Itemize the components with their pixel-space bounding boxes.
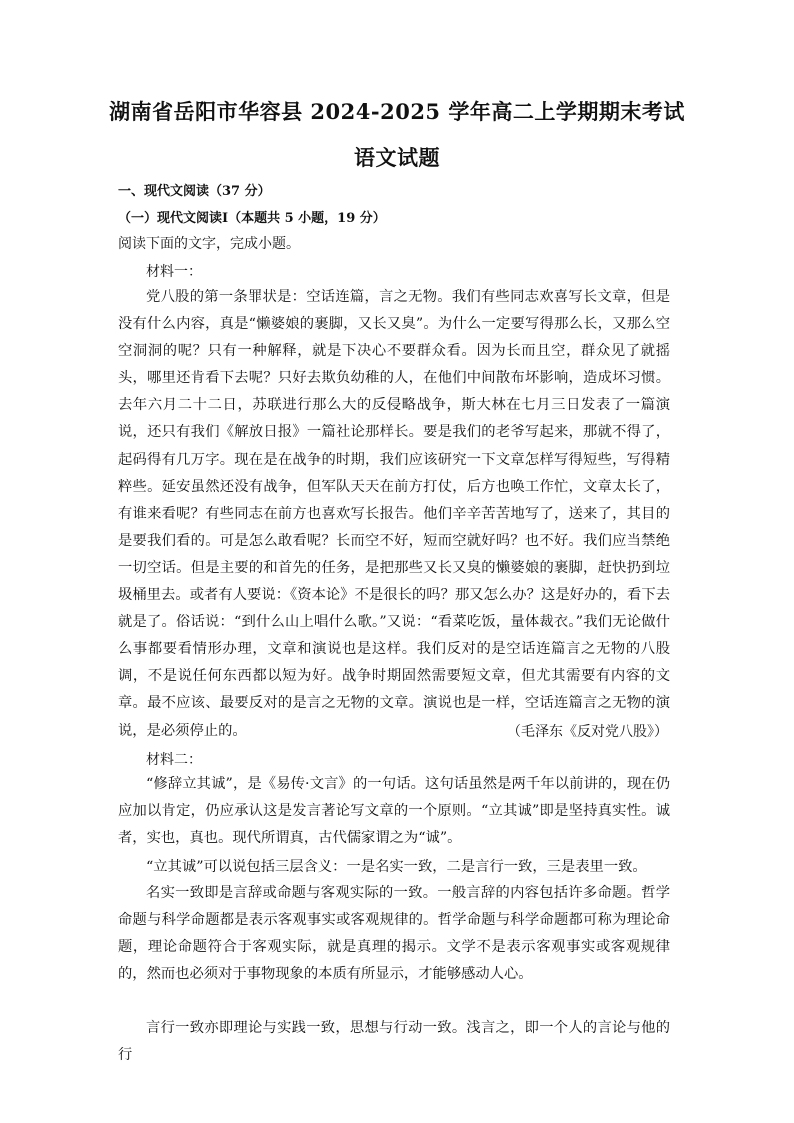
material-one-text: 党八股的第一条罪状是：空话连篇，言之无物。我们有些同志欢喜写长文章，但是没有什么内容，真是“懒婆娘的裹脚，又长又臭”。为什么一定要写得那么长，又那么空空洞洞的呢？只有一种解释，就是下决心不要群众看。因为长而且空，群众见了就摇头，哪里还肯看下去呢？只好去欺负幼稚的人，在他们中间散布坏影响，造成坏习惯。去年六月二十二日，苏联进行那么大的反侵略战争，斯大林在七月三日发表了一篇演说，还只有我们《解放日报》一篇社论那样长。要是我们的老爷写起来，那就不得了，起码得有几万字。现在是在战争的时期，我们应该研究一下文章怎样写得短些，写得精粹些。延安虽然还没有战争，但军队天天在前方打仗，后方也唤工作忙，文章太长了，有谁来看呢？有些同志在前方也喜欢写长报告。他们辛辛苦苦地写了，送来了，其目的是要我们看的。可是怎么敢看呢？长而空不好，短而空就好吗？也不好。我们应当禁绝一切空话。但是主要的和首先的任务，是把那些又长又臭的懒婆娘的裹脚，赶快扔到垃圾桶里去。或者有人要说：《资本论》不是很长的吗？那又怎么办？这是好办的，看下去就是了。俗话说：“到什么山上唱什么歌。”又说：“看菜吃饭，量体裁衣。”我们无论做什么事都要看情形办理，文章和演说也是这样。我们反对的是空话连篇言之无物的八股调，不是说任何东西都以短为好。战争时期固然需要短文章，但尤其需要有内容的文章。最不应该、最要反对的是言之无物的文章。演说也是一样，空话连篇言之无物的演说，是必须停止的。	[118, 289, 670, 739]
section-subheading: （一）现代文阅读Ⅰ（本题共 5 小题，19 分）	[118, 211, 386, 226]
reading-instruction: 阅读下面的文字，完成小题。	[118, 236, 300, 252]
exam-subtitle: 语文试题	[354, 145, 440, 170]
exam-title: 湖南省岳阳市华容县 2024-2025 学年高二上学期期末考试	[109, 99, 685, 124]
material-one-source: （毛泽东《反对党八股》）	[507, 724, 668, 740]
section-heading: 一、现代文阅读（37 分）	[118, 184, 271, 199]
material-two-label: 材料二：	[146, 752, 202, 768]
material-two-paragraph: 言行一致亦即理论与实践一致，思想与行动一致。浅言之，即一个人的言论与他的行	[118, 1020, 670, 1064]
material-one-label: 材料一：	[146, 264, 202, 280]
material-two-paragraph: “立其诚”可以说包括三层含义：一是名实一致，二是言行一致，三是表里一致。	[146, 859, 647, 875]
material-two-paragraph: “修辞立其诚”，是《易传·文言》的一句话。这句话虽然是两千年以前讲的，现在仍应加以肯定，仍应承认这是发言著论写文章的一个原则。“立其诚”即是坚持真实性。诚者，实也，真也。现代所谓真，古代儒家谓之为“诚”。	[118, 776, 670, 847]
material-two-paragraph: 名实一致即是言辞或命题与客观实际的一致。一般言辞的内容包括许多命题。哲学命题与科学命题都是表示客观事实或客观规律的。哲学命题与科学命题都可称为理论命题，理论命题符合于客观实际，就是真理的揭示。文学不是表示客观事实或客观规律的，然而也必须对于事物现象的本质有所显示，才能够感动人心。	[118, 885, 670, 983]
